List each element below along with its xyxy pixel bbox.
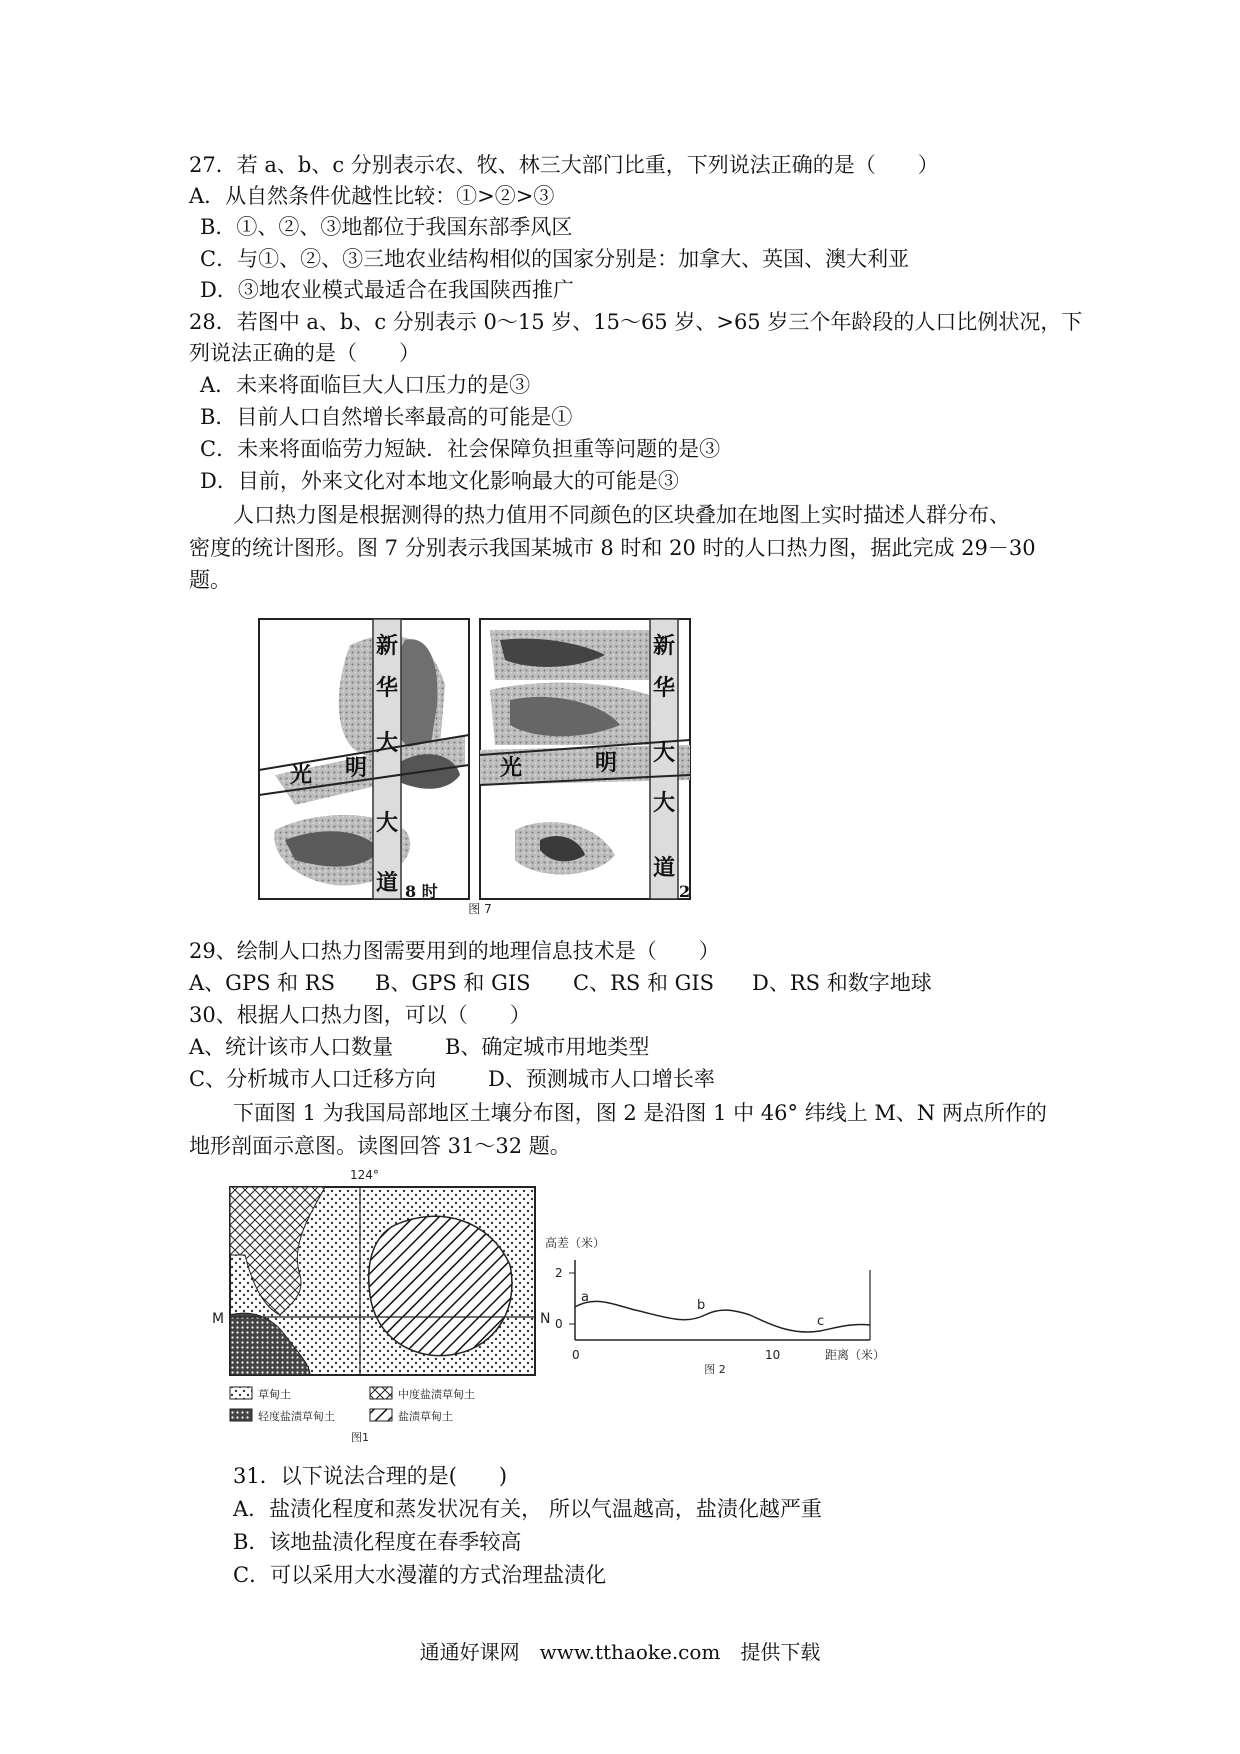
figure-1-caption: 图1 (351, 1431, 369, 1444)
q27-stem: 27．若 a、b、c 分别表示农、牧、林三大部门比重，下列说法正确的是（ ） (189, 153, 939, 177)
figure-7-caption: 图 7 (468, 902, 492, 915)
label-8am: 8 时 (405, 882, 438, 901)
label-guang-left: 光 (290, 762, 313, 788)
ytick-0: 0 (555, 1317, 563, 1331)
label-dao-left: 道 (376, 870, 399, 896)
heatmap-intro-line1: 人口热力图是根据测得的热力值用不同颜色的区块叠加在地图上实时描述人群分布、 (233, 503, 1010, 527)
q29-stem: 29、绘制人口热力图需要用到的地理信息技术是（ ） (189, 939, 720, 963)
point-b: b (697, 1298, 706, 1313)
label-ming-left: 明 (345, 755, 368, 781)
legend-moderate: 中度盐渍草甸土 (398, 1388, 475, 1401)
page-footer: 通通好课网 www.tthaoke.com 提供下载 (419, 1640, 821, 1664)
q28-option-c: C．未来将面临劳力短缺．社会保障负担重等问题的是③ (200, 437, 721, 461)
figure-1-soil-map (210, 1165, 550, 1445)
q27-option-d: D．③地农业模式最适合在我国陕西推广 (200, 278, 574, 302)
q30-stem: 30、根据人口热力图，可以（ ） (189, 1003, 531, 1027)
point-c: c (817, 1314, 825, 1329)
xtick-10: 10 (765, 1348, 781, 1362)
label-ming-right: 明 (595, 750, 618, 776)
label-da1-right: 大 (653, 740, 676, 766)
label-guang-right: 光 (500, 755, 523, 781)
longitude-label: 124° (350, 1168, 379, 1182)
heatmap-8am (259, 619, 469, 901)
q31-option-b: B．该地盐渍化程度在春季较高 (233, 1530, 522, 1554)
q29-option-c: C、RS 和 GIS (573, 971, 715, 995)
legend-saline: 盐渍草甸土 (398, 1410, 453, 1423)
q29-option-a: A、GPS 和 RS (189, 971, 336, 995)
label-dao-right: 道 (653, 855, 676, 881)
heatmap-intro-line3: 题。 (189, 568, 231, 592)
label-right-time: 2 (679, 882, 691, 901)
q27-option-b: B．①、②、③地都位于我国东部季风区 (200, 215, 573, 239)
q30-option-c: C、分析城市人口迁移方向 (189, 1067, 437, 1091)
figure-2-caption: 图 2 (704, 1363, 726, 1375)
q28-option-d: D．目前，外来文化对本地文化影响最大的可能是③ (200, 469, 679, 493)
q28-stem-line1: 28．若图中 a、b、c 分别表示 0～15 岁、15～65 岁、>65 岁三个年龄段的人口比例状况，下 (189, 310, 1083, 334)
soil-intro-line1: 下面图 1 为我国局部地区土壤分布图，图 2 是沿图 1 中 46° 纬线上 M、N 两点所作的 (233, 1101, 1047, 1125)
q30-option-b: B、确定城市用地类型 (445, 1035, 650, 1059)
label-xin-right: 新 (653, 633, 676, 659)
q28-stem-line2: 列说法正确的是（ ） (189, 341, 420, 365)
profile-xlabel: 距离（米） (825, 1348, 886, 1362)
q31-stem: 31．以下说法合理的是( ) (233, 1464, 508, 1488)
q30-option-d: D、预测城市人口增长率 (488, 1067, 715, 1091)
q27-option-a: A．从自然条件优越性比较：①>②>③ (189, 184, 555, 208)
q28-option-a: A．未来将面临巨大人口压力的是③ (200, 373, 531, 397)
point-m: M (212, 1311, 225, 1327)
figure-2-profile (535, 1235, 910, 1375)
q29-option-d: D、RS 和数字地球 (752, 971, 932, 995)
legend-light: 轻度盐渍草甸土 (258, 1410, 335, 1423)
soil-intro-line2: 地形剖面示意图。读图回答 31～32 题。 (189, 1134, 571, 1158)
label-da1-left: 大 (376, 730, 399, 756)
q31-option-c: C．可以采用大水漫灌的方式治理盐渍化 (233, 1563, 607, 1587)
figure-7-heatmaps (255, 615, 695, 915)
ytick-2: 2 (555, 1266, 563, 1280)
xtick-0: 0 (572, 1348, 580, 1362)
heatmap-8pm (480, 619, 690, 901)
q27-option-c: C．与①、②、③三地农业结构相似的国家分别是：加拿大、英国、澳大利亚 (200, 247, 910, 271)
label-da2-right: 大 (653, 790, 676, 816)
q30-option-a: A、统计该市人口数量 (189, 1035, 394, 1059)
q29-option-b: B、GPS 和 GIS (375, 971, 531, 995)
label-hua-right: 华 (653, 675, 676, 701)
q28-option-b: B．目前人口自然增长率最高的可能是① (200, 405, 573, 429)
point-n: N (540, 1311, 550, 1327)
profile-line (575, 1301, 870, 1332)
heatmap-intro-line2: 密度的统计图形。图 7 分别表示我国某城市 8 时和 20 时的人口热力图，据此完成 29－30 (189, 536, 1036, 560)
profile-ylabel: 高差（米） (545, 1236, 606, 1250)
q31-option-a: A．盐渍化程度和蒸发状况有关， 所以气温越高，盐渍化越严重 (233, 1497, 822, 1521)
point-a: a (581, 1290, 589, 1305)
label-xin-left: 新 (376, 633, 399, 659)
label-hua-left: 华 (376, 675, 399, 701)
legend-caodian: 草甸土 (258, 1388, 291, 1401)
label-da2-left: 大 (376, 810, 399, 836)
